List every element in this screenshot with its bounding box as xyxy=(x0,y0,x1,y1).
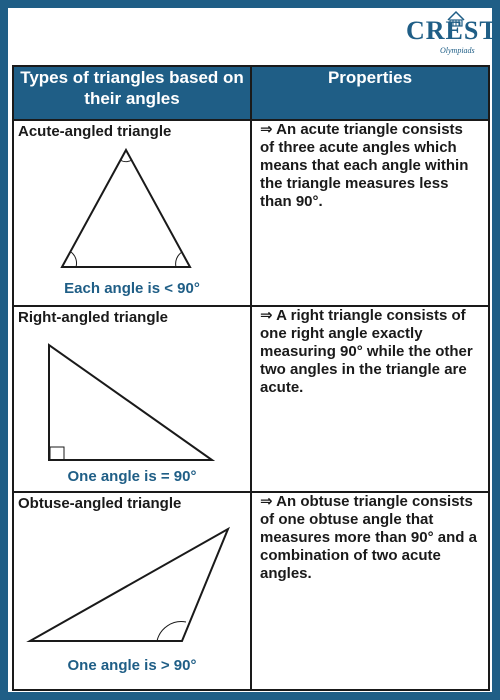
crest-logo xyxy=(400,6,498,58)
obtuse-title: Obtuse-angled triangle xyxy=(18,495,182,512)
right-property-cell xyxy=(251,306,489,492)
right-title: Right-angled triangle xyxy=(18,309,168,326)
right-angle-square-mark xyxy=(50,447,64,460)
table-row-acute xyxy=(13,120,489,306)
obtuse-property-cell xyxy=(251,492,489,690)
right-triangle-shape xyxy=(49,345,212,460)
header-types: Types of triangles based on their angles xyxy=(13,66,251,120)
right-figure-cell xyxy=(13,306,251,492)
acute-top-angle-arc xyxy=(120,160,132,162)
logo-subtitle: Olympiads xyxy=(440,46,475,55)
right-triangle-figure xyxy=(14,307,250,493)
acute-title: Acute-angled triangle xyxy=(18,123,172,140)
obtuse-figure-cell xyxy=(13,492,251,690)
obtuse-triangle-shape xyxy=(30,529,228,641)
triangle-types-table xyxy=(12,65,490,691)
acute-property-text: ⇒ An acute triangle consists of three acute angles which means that each angle within the triangle measures less than 90°. xyxy=(260,121,469,210)
right-property-text: ⇒ A right triangle consists of one right angle exactly measuring 90° while the other two angles in the triangle are acute. xyxy=(260,307,473,396)
obtuse-property-text: ⇒ An obtuse triangle consists of one obtuse angle that measures more than 90° and a combination of two acute angles. xyxy=(260,493,477,582)
acute-figure-cell xyxy=(13,120,251,306)
logo-wordmark: CREST xyxy=(406,16,498,45)
right-caption: One angle is = 90° xyxy=(67,468,197,485)
acute-right-angle-arc xyxy=(176,252,182,267)
table-row-right xyxy=(13,306,489,492)
obtuse-caption: One angle is > 90° xyxy=(67,657,197,674)
table-header-row xyxy=(13,66,489,120)
acute-caption: Each angle is < 90° xyxy=(64,280,200,297)
obtuse-angle-arc xyxy=(157,622,186,641)
acute-triangle-shape xyxy=(62,150,190,267)
acute-property-cell xyxy=(251,120,489,306)
acute-left-angle-arc xyxy=(71,252,77,267)
table-row-obtuse xyxy=(13,492,489,690)
header-properties: Properties xyxy=(251,66,489,120)
